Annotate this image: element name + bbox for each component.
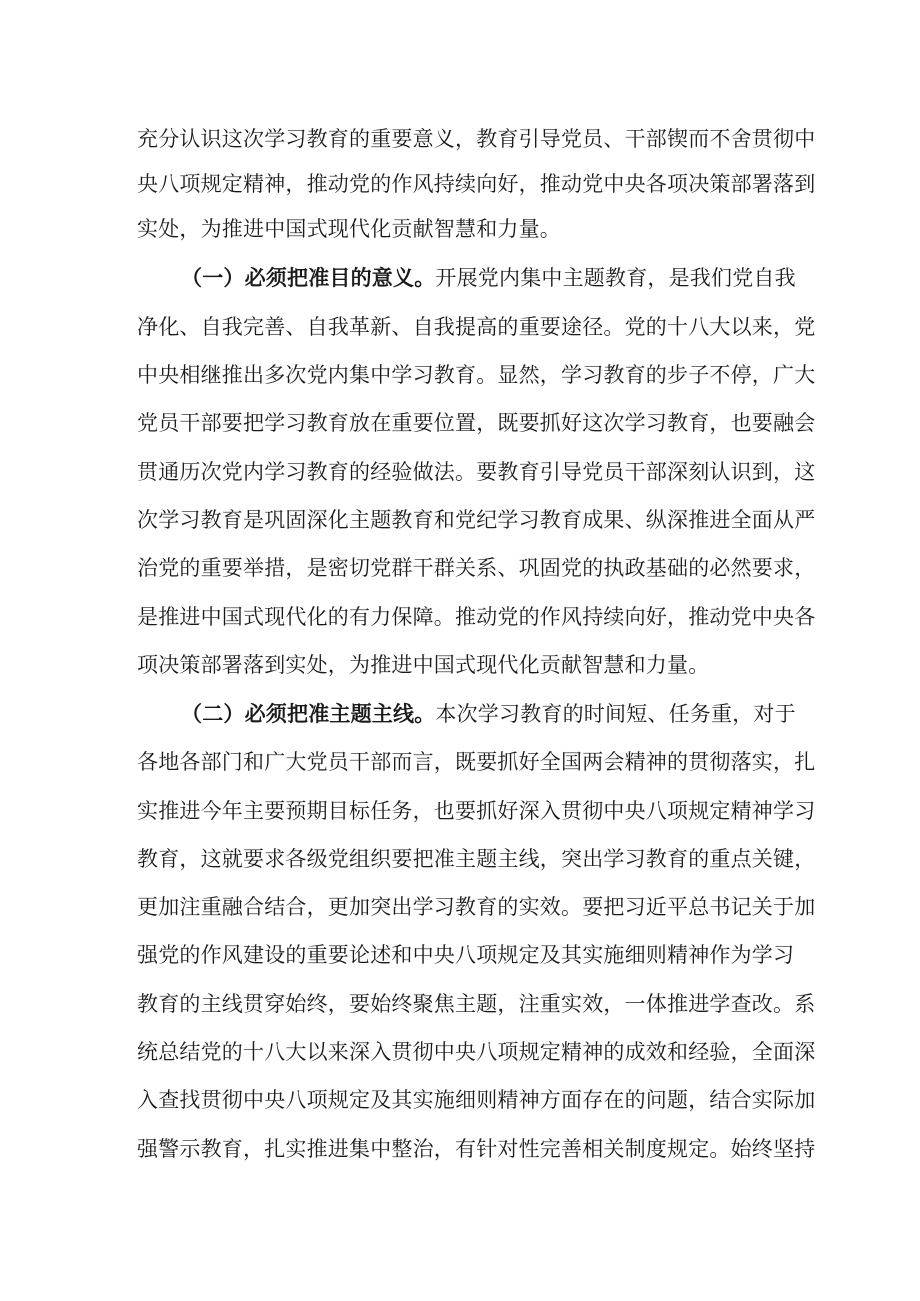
paragraph-2-line-6: 次学习教育是巩固深化主题教育和党纪学习教育成果、纵深推进全面从严: [137, 508, 816, 532]
paragraph-2-line-2: 净化、自我完善、自我革新、自我提高的重要途径。党的十八大以来，党: [137, 315, 816, 339]
paragraph-3-first-line-text: 本次学习教育的时间短、任务重，对于: [435, 702, 796, 726]
paragraph-2-line-7: 治党的重要举措，是密切党群干群关系、巩固党的执政基础的必然要求，: [137, 556, 816, 580]
paragraph-3-line-9: 入查找贯彻中央八项规定及其实施细则精神方面存在的问题，结合实际加: [137, 1088, 816, 1112]
paragraph-2-line-1: [181, 263, 796, 293]
paragraph-2-line-5: 贯通历次党内学习教育的经验做法。要教育引导党员干部深刻认识到，这: [137, 460, 816, 484]
paragraph-3-line-8: 统总结党的十八大以来深入贯彻中央八项规定精神的成效和经验，全面深: [137, 1040, 816, 1064]
paragraph-3-line-10: 强警示教育，扎实推进集中整治，有针对性完善相关制度规定。始终坚持: [137, 1137, 816, 1161]
paragraph-3-line-3: 实推进今年主要预期目标任务，也要抓好深入贯彻中央八项规定精神学习: [137, 799, 816, 823]
paragraph-2-line-8: 是推进中国式现代化的有力保障。推动党的作风持续向好，推动党中央各: [137, 605, 816, 629]
paragraph-3-line-7: 教育的主线贯穿始终，要始终聚焦主题，注重实效，一体推进学查改。系: [137, 992, 816, 1016]
paragraph-2-heading: （一）必须把准目的意义。: [181, 265, 436, 290]
paragraph-3-line-6: 强党的作风建设的重要论述和中央八项规定及其实施细则精神作为学习: [137, 943, 795, 967]
paragraph-2-line-4: 党员干部要把学习教育放在重要位置，既要抓好这次学习教育，也要融会: [137, 411, 816, 435]
paragraph-2-line-3: 中央相继推出多次党内集中学习教育。显然，学习教育的步子不停，广大: [137, 363, 816, 387]
paragraph-1-line-3: 实处，为推进中国式现代化贡献智慧和力量。: [137, 217, 561, 241]
paragraph-2-line-9: 项决策部署落到实处，为推进中国式现代化贡献智慧和力量。: [137, 653, 710, 677]
paragraph-2-first-line-text: 开展党内集中主题教育，是我们党自我: [435, 266, 796, 290]
paragraph-3-line-2: 各地各部门和广大党员干部而言，既要抓好全国两会精神的贯彻落实，扎: [137, 750, 816, 774]
paragraph-3-heading: （二）必须把准主题主线。: [181, 701, 436, 726]
paragraph-3-line-5: 更加注重融合结合，更加突出学习教育的实效。要把习近平总书记关于加: [137, 895, 816, 919]
paragraph-1-line-2: 央八项规定精神，推动党的作风持续向好，推动党中央各项决策部署落到: [137, 172, 816, 196]
paragraph-1-line-1: 充分认识这次学习教育的重要意义，教育引导党员、干部锲而不舍贯彻中: [137, 127, 816, 151]
paragraph-3-line-1: [181, 699, 796, 729]
paragraph-3-line-4: 教育，这就要求各级党组织要把准主题主线，突出学习教育的重点关键，: [137, 847, 816, 871]
